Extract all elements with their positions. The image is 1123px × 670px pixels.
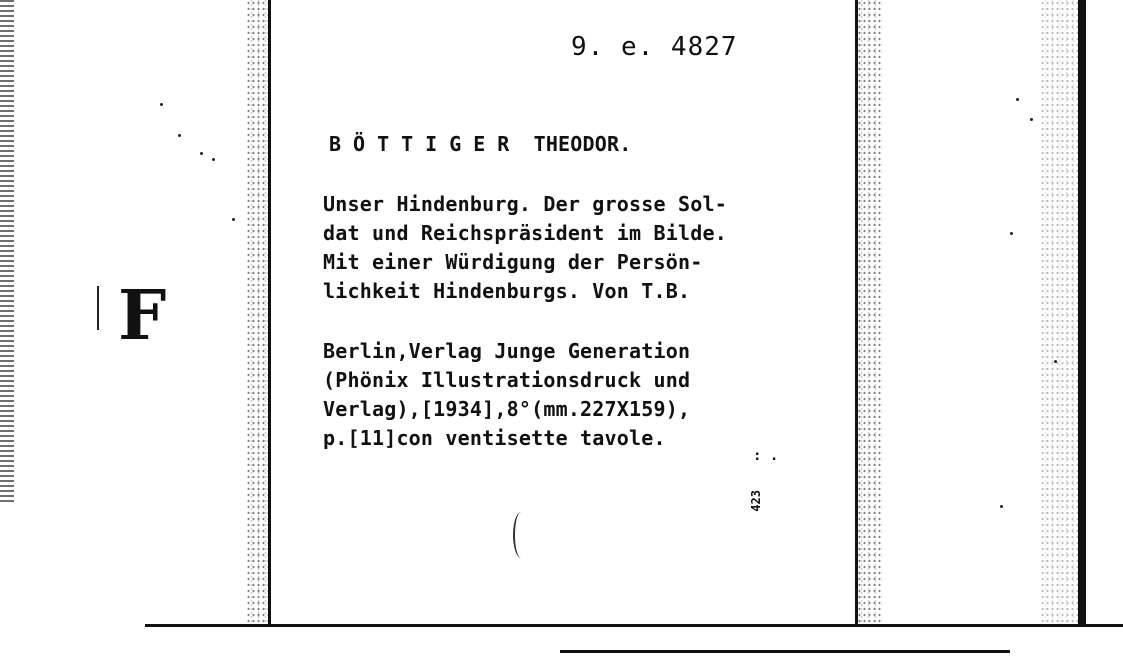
title-line: lichkeit Hindenburgs. Von T.B. <box>323 279 691 303</box>
title-line: Mit einer Würdigung der Persön- <box>323 250 703 274</box>
side-mark <box>97 286 99 330</box>
imprint-line: (Phönix Illustrationsdruck und <box>323 368 691 392</box>
title-line: Unser Hindenburg. Der grosse Sol- <box>323 192 727 216</box>
pencil-stroke <box>513 512 529 558</box>
author-heading <box>329 132 632 156</box>
margin-number: 423 <box>749 490 763 512</box>
imprint-block <box>323 337 690 453</box>
stray-marks: : . <box>753 448 779 464</box>
right-gutter-shadow <box>1040 0 1078 625</box>
catalogue-card <box>268 0 858 625</box>
card-left-shadow <box>246 0 270 625</box>
shelf-line <box>145 624 1123 627</box>
side-letter: F <box>118 276 167 356</box>
author-forename: THEODOR. <box>533 132 632 156</box>
bottom-rule <box>560 650 1010 653</box>
title-line: dat und Reichspräsident im Bilde. <box>323 221 727 245</box>
author-surname: BÖTTIGER <box>329 132 522 156</box>
shelfmark: 9. e. 4827 <box>571 32 738 62</box>
scan-left-edge <box>0 0 14 505</box>
imprint-line: Verlag),[1934],8°(mm.227X159), <box>323 397 691 421</box>
imprint-line: Berlin,Verlag Junge Generation <box>323 339 691 363</box>
title-block <box>323 190 727 306</box>
scan-right-edge <box>1078 0 1086 625</box>
imprint-line: p.[11]con ventisette tavole. <box>323 426 666 450</box>
